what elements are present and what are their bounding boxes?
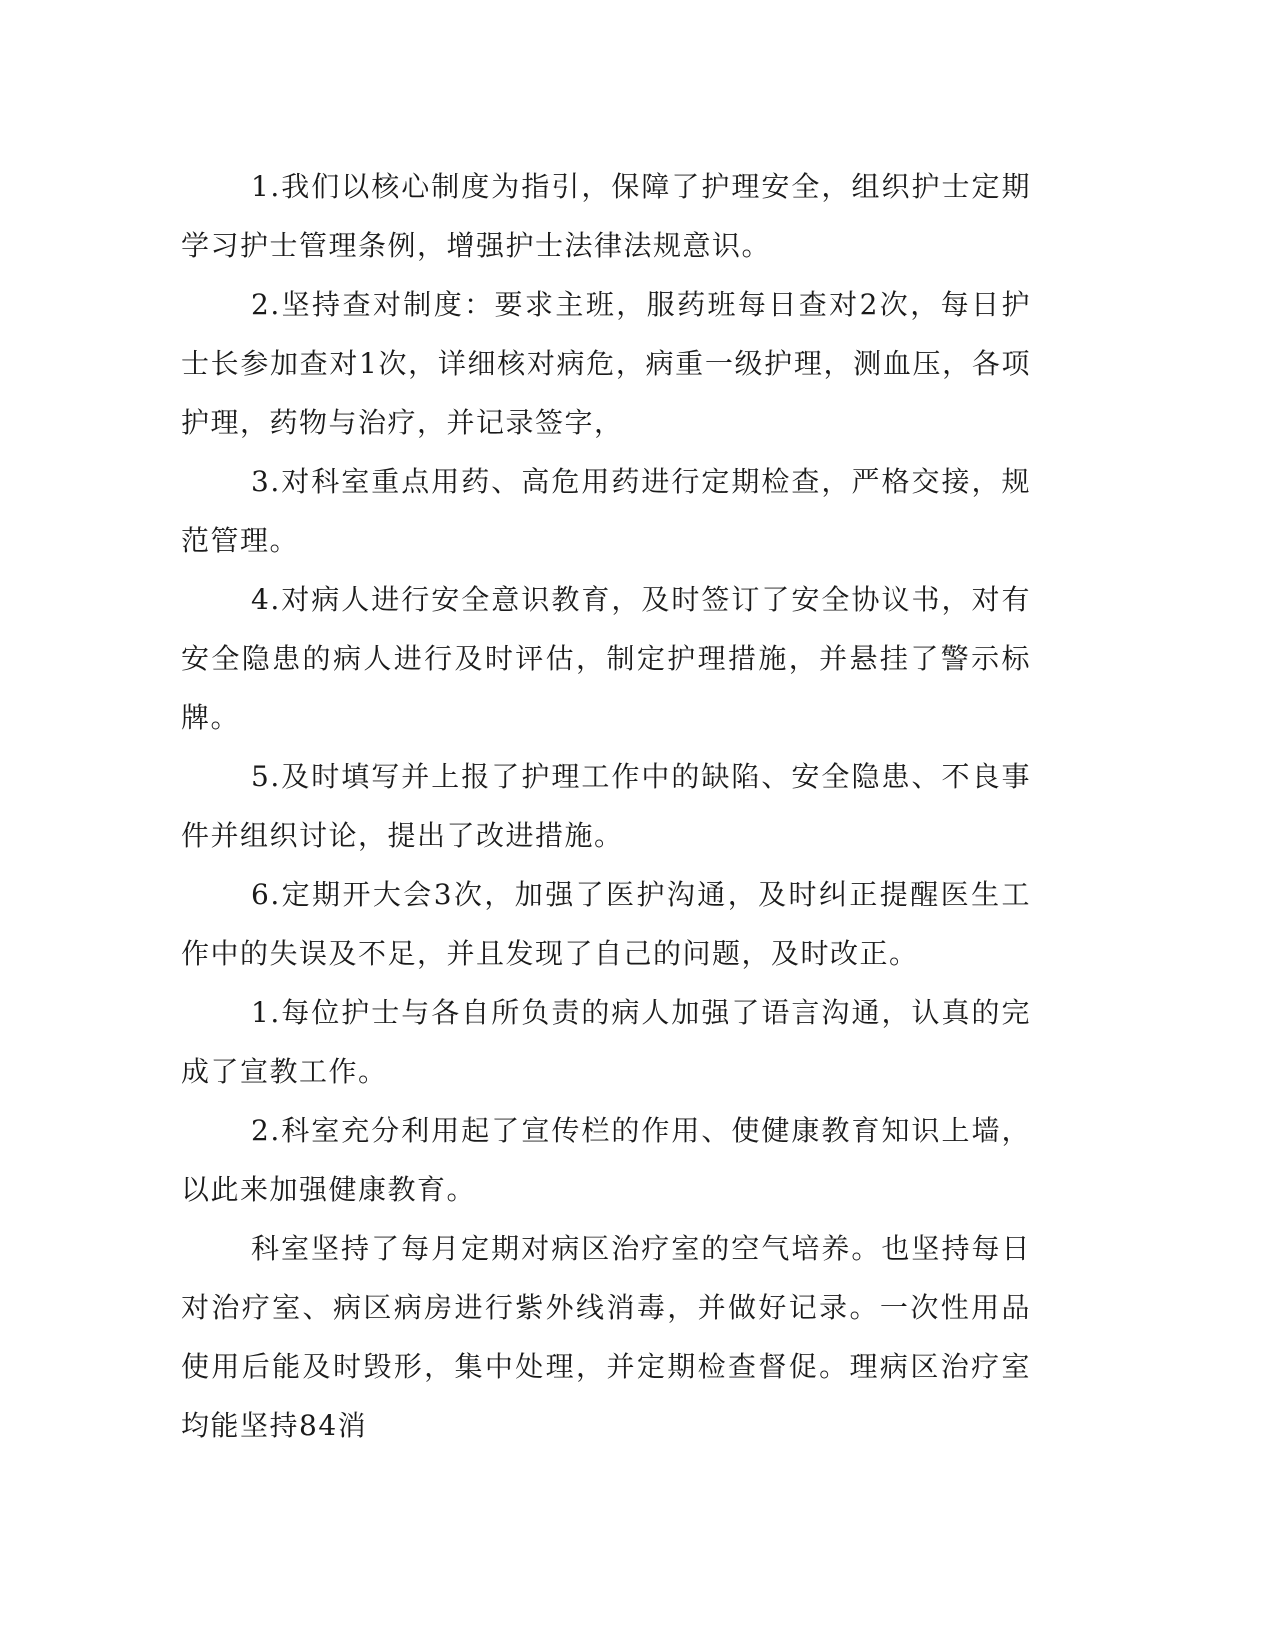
document-body [181,157,1031,1455]
paragraph: 4.对病人进行安全意识教育，及时签订了安全协议书，对有安全隐患的病人进行及时评估，制定护理措施，并悬挂了警示标牌。 [181,583,1031,734]
paragraph: 5.及时填写并上报了护理工作中的缺陷、安全隐患、不良事件并组织讨论，提出了改进措施。 [181,760,1031,852]
paragraph: 科室坚持了每月定期对病区治疗室的空气培养。也坚持每日对治疗室、病区病房进行紫外线消毒，并做好记录。一次性用品使用后能及时毁形，集中处理，并定期检查督促。理病区治疗室均能坚持84消 [181,1232,1031,1442]
paragraph: 1.我们以核心制度为指引，保障了护理安全，组织护士定期学习护士管理条例，增强护士法律法规意识。 [181,170,1031,262]
paragraph: 1.每位护士与各自所负责的病人加强了语言沟通，认真的完成了宣教工作。 [181,996,1031,1088]
paragraph: 2.坚持查对制度：要求主班，服药班每日查对2次，每日护士长参加查对1次，详细核对病危，病重一级护理，测血压，各项护理，药物与治疗，并记录签字， [181,288,1031,439]
paragraph: 6.定期开大会3次，加强了医护沟通，及时纠正提醒医生工作中的失误及不足，并且发现了自己的问题，及时改正。 [181,878,1031,970]
paragraph: 2.科室充分利用起了宣传栏的作用、使健康教育知识上墙，以此来加强健康教育。 [181,1114,1031,1206]
paragraph: 3.对科室重点用药、高危用药进行定期检查，严格交接，规范管理。 [181,465,1031,557]
